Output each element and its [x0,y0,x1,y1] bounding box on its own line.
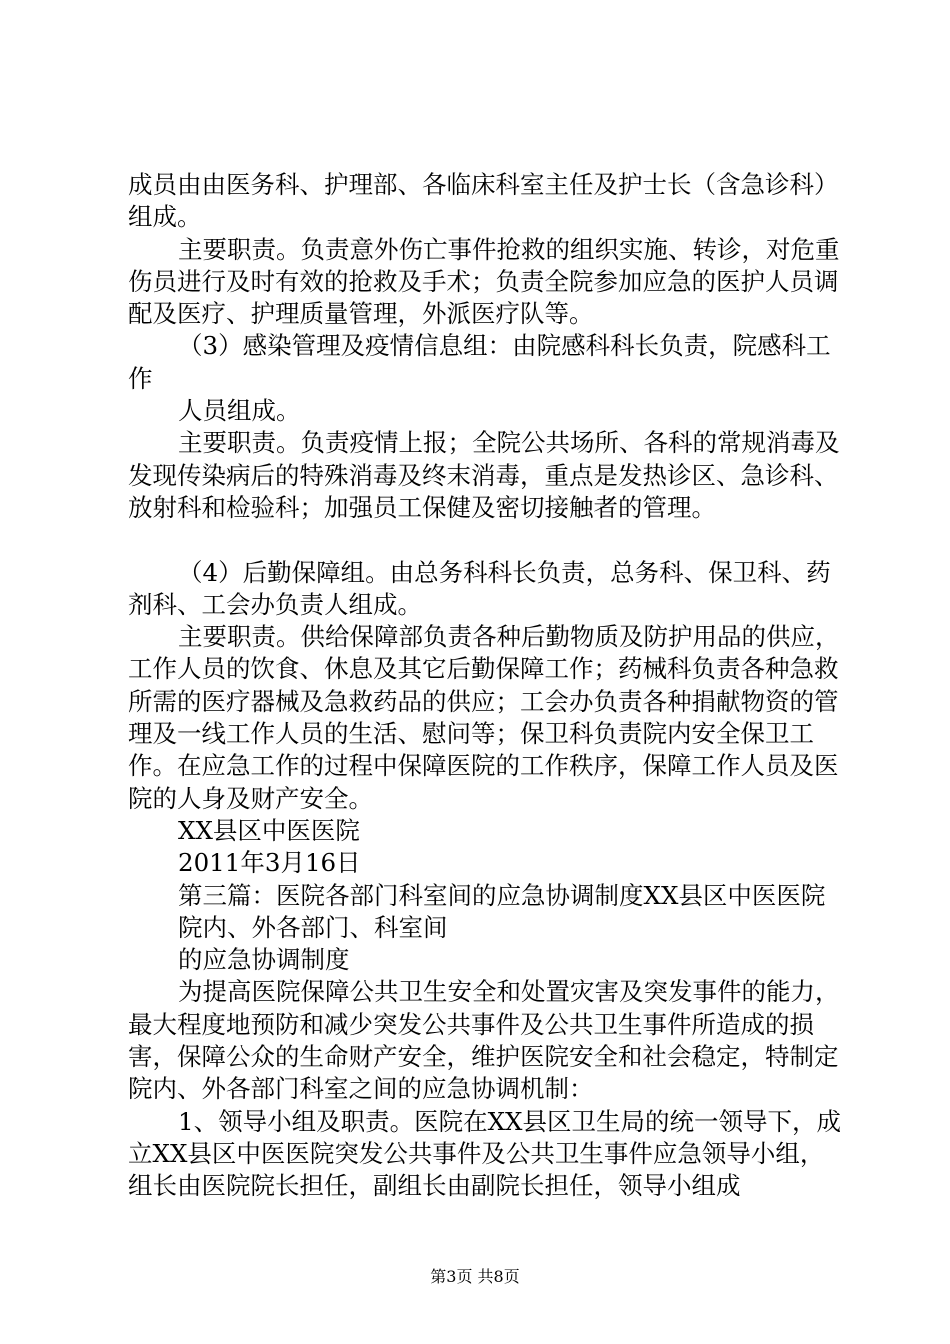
paragraph-infection-duties: 主要职责。负责疫情上报；全院公共场所、各科的常规消毒及发现传染病后的特殊消毒及终末消毒，重点是发热诊区、急诊科、放射科和检验科；加强员工保健及密切接触者的管理。 [128,428,840,522]
paragraph-logistics-duties: 主要职责。供给保障部负责各种后勤物质及防护用品的供应，工作人员的饮食、休息及其它后勤保障工作；药械科负责各种急救所需的医疗器械及急救药品的供应；工会办负责各种捐献物资的管理及一线工作人员的生活、慰问等；保卫科负责院内安全保卫工作。在应急工作的过程中保障医院的工作秩序，保障工作人员及医院的人身及财产安全。 [128,622,840,813]
paragraph-medical-duties: 主要职责。负责意外伤亡事件抢救的组织实施、转诊，对危重伤员进行及时有效的抢救及手术；负责全院参加应急的医护人员调配及医疗、护理质量管理，外派医疗队等。 [128,234,840,329]
chapter-heading: 第三篇：医院各部门科室间的应急协调制度XX县区中医医院 [178,880,826,910]
paragraph-infection-members: 人员组成。 [178,396,301,426]
document-body [128,169,844,1203]
signature-hospital: XX县区中医医院 [178,815,360,845]
title-line-2: 的应急协调制度 [178,945,350,975]
paragraph-leadership: 1、领导小组及职责。医院在XX县区卫生局的统一领导下，成立XX县区中医医院突发公共事件及公共卫生事件应急领导小组，组长由医院院长担任，副组长由副院长担任，领导小组成 [128,1106,841,1201]
title-line-1: 院内、外各部门、科室间 [178,912,448,942]
paragraph-logistics-group: （4）后勤保障组。由总务科科长负责，总务科、保卫科、药剂科、工会办负责人组成。 [128,557,831,619]
paragraph-purpose: 为提高医院保障公共卫生安全和处置灾害及突发事件的能力，最大程度地预防和减少突发公共事件及公共卫生事件所造成的损害，保障公众的生命财产安全，维护医院安全和社会稳定，特制定院内、外各部门科室之间的应急协调机制： [128,977,840,1104]
paragraph-members: 成员由由医务科、护理部、各临床科室主任及护士长（含急诊科）组成。 [128,170,839,232]
paragraph-infection-group: （3）感染管理及疫情信息组：由院感科科长负责，院感科工作 [128,331,831,393]
signature-date: 2011年3月16日 [178,848,361,878]
page-number-footer: 第3页 共8页 [430,1267,520,1286]
